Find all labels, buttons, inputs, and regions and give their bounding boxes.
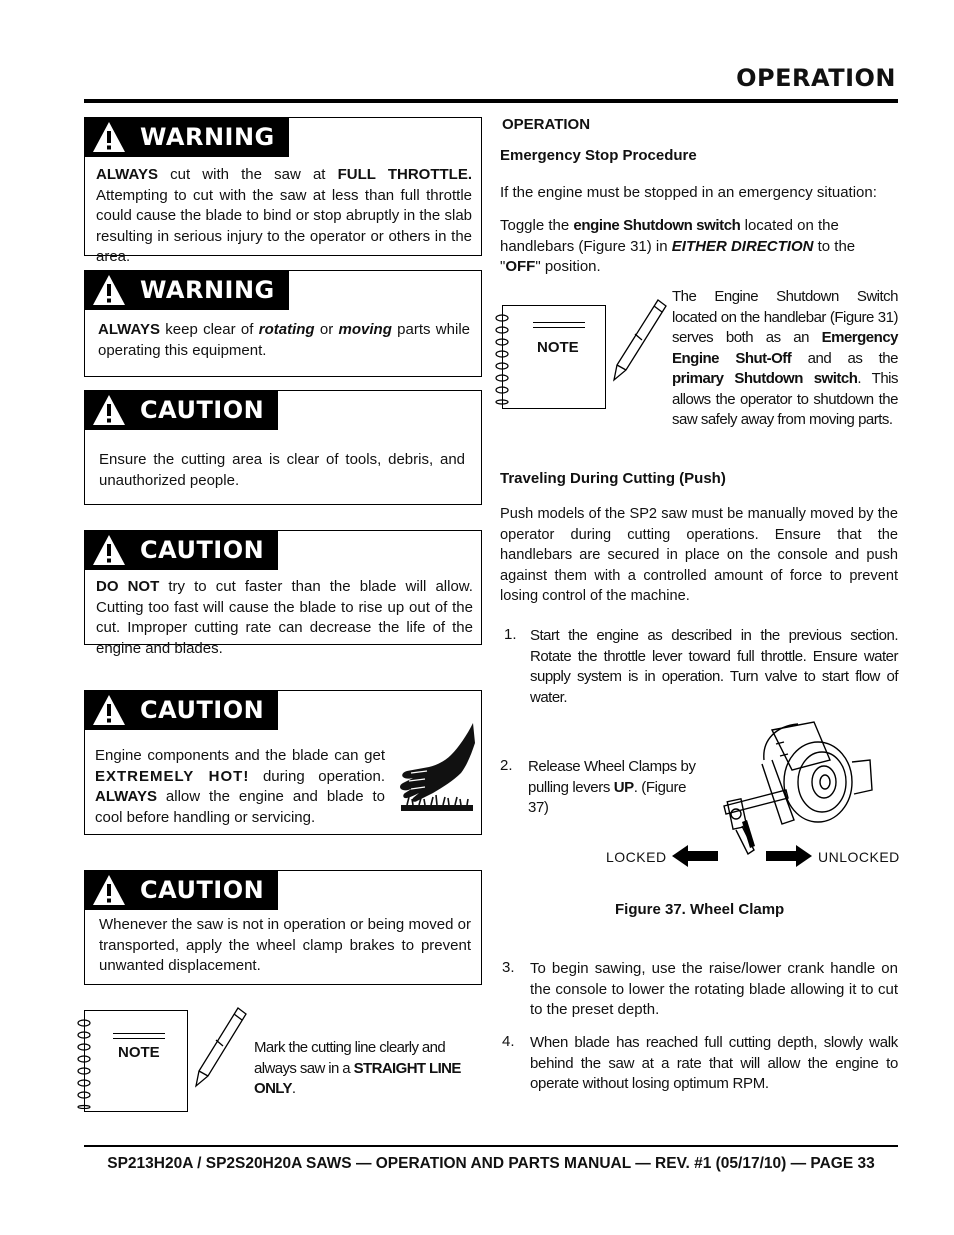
warning-box-moving-parts xyxy=(84,270,482,377)
pencil-icon xyxy=(190,1004,250,1090)
caution-text: Engine components and the blade can get EXTREMELY HOT! during operation. ALWAYS allow the engine and blade to cool before handling or servicing. xyxy=(95,747,386,826)
note-pad-lines xyxy=(533,322,585,328)
arrow-right-icon xyxy=(766,845,812,867)
step-3-number: 3. xyxy=(502,959,515,976)
emergency-p2: Toggle the engine Shutdown switch located on the handlebars (Figure 31) in EITHER DIRECTION to the "OFF" position. xyxy=(500,217,856,275)
note-text-right: The Engine Shutdown Switch located on the handlebar (Figure 31) serves both as an Emergency Engine Shut-Off and as the primary Shutdown switch. This allows the operator to shutdown the saw safely away from moving parts. xyxy=(672,288,898,428)
caution-box-cut-speed xyxy=(84,530,482,657)
step-3-text: To begin sawing, use the raise/lower crank handle on the console to lower the rotating blade allowing it to cut to the preset depth. xyxy=(530,960,898,1018)
caution-text: Whenever the saw is not in operation or being moved or transported, apply the wheel clamp brakes to prevent unwanted displacement. xyxy=(99,916,471,974)
step-1-number: 1. xyxy=(504,626,517,643)
warning-text: ALWAYS cut with the saw at FULL THROTTLE. Attempting to cut with the saw at less than full throttle could cause the blade to bind or stop abruptly in the slab resulting in serious injury to the operator or others in the area. xyxy=(96,166,473,265)
footer-rule xyxy=(84,1145,898,1147)
step-1-text: Start the engine as described in the previous section. Rotate the throttle lever toward full throttle. Ensure water supply system is in operation. Turn valve to start flow of water. xyxy=(530,627,898,706)
caution-triangle-icon xyxy=(92,693,126,727)
warning-box-full-throttle xyxy=(84,117,482,265)
step-4-number: 4. xyxy=(502,1033,515,1050)
caution-label: CAUTION xyxy=(140,396,265,424)
caution-badge xyxy=(84,690,278,730)
warning-label: WARNING xyxy=(140,276,275,304)
wheel-clamp-illustration xyxy=(702,720,898,860)
warning-label: WARNING xyxy=(140,123,275,151)
traveling-p1: Push models of the SP2 saw must be manually moved by the operator during cutting operations. Ensure that the handlebars are secured in place on the console and push against them with a controlled amount of force to prevent losing control of the machine. xyxy=(500,506,898,604)
note-label: NOTE xyxy=(537,339,579,356)
note-pad-right xyxy=(502,305,606,409)
caution-badge xyxy=(84,870,278,910)
figure-37-caption: Figure 37. Wheel Clamp xyxy=(615,901,785,918)
caution-triangle-icon xyxy=(92,533,126,567)
traveling-heading: Traveling During Cutting (Push) xyxy=(500,470,726,487)
caution-badge xyxy=(84,390,278,430)
spiral-binding-icon xyxy=(76,1019,94,1109)
caution-label: CAUTION xyxy=(140,876,265,904)
pencil-icon xyxy=(608,296,670,384)
footer-text: SP213H20A / SP2S20H20A SAWS — OPERATION AND PARTS MANUAL — REV. #1 (05/17/10) — PAGE 33 xyxy=(107,1155,875,1172)
caution-box-wheel-clamp xyxy=(84,870,482,985)
emergency-stop-heading: Emergency Stop Procedure xyxy=(500,147,697,164)
step-2-number: 2. xyxy=(500,757,513,774)
warning-badge xyxy=(84,270,289,310)
unlocked-label: UNLOCKED xyxy=(818,849,900,865)
warning-triangle-icon xyxy=(92,273,126,307)
caution-box-cutting-area xyxy=(84,390,482,505)
note-pad-lines xyxy=(113,1033,165,1039)
note-pad-left xyxy=(84,1010,188,1112)
note-label: NOTE xyxy=(118,1044,160,1061)
warning-triangle-icon xyxy=(92,120,126,154)
header-rule xyxy=(84,99,898,103)
step-2-text: Release Wheel Clamps by pulling levers UP. (Figure 37) xyxy=(528,758,696,816)
caution-label: CAUTION xyxy=(140,536,265,564)
caution-box-hot-components xyxy=(84,690,482,835)
note-text-left: Mark the cutting line clearly and always saw in a STRAIGHT LINE ONLY. xyxy=(254,1039,461,1097)
hot-surface-hand-icon xyxy=(397,721,477,813)
locked-label: LOCKED xyxy=(606,849,667,865)
caution-triangle-icon xyxy=(92,873,126,907)
warning-badge xyxy=(84,117,289,157)
caution-triangle-icon xyxy=(92,393,126,427)
section-heading: OPERATION xyxy=(502,116,591,133)
page-header-title: OPERATION xyxy=(736,64,896,92)
step-4-text: When blade has reached full cutting depth, slowly walk behind the saw at a rate that will allow the engine to operate without losing optimum RPM. xyxy=(530,1034,898,1092)
caution-label: CAUTION xyxy=(140,696,265,724)
warning-text: ALWAYS keep clear of rotating or moving parts while operating this equipment. xyxy=(98,321,470,359)
caution-badge xyxy=(84,530,278,570)
caution-text: Ensure the cutting area is clear of tools, debris, and unauthorized people. xyxy=(99,451,465,489)
arrow-left-icon xyxy=(672,845,718,867)
spiral-binding-icon xyxy=(494,314,512,406)
emergency-p1: If the engine must be stopped in an emergency situation: xyxy=(500,184,877,201)
caution-text: DO NOT try to cut faster than the blade will allow. Cutting too fast will cause the blade to rise up out of the cut. Improper cutting rate can decrease the life of the engine and blades. xyxy=(96,578,473,657)
